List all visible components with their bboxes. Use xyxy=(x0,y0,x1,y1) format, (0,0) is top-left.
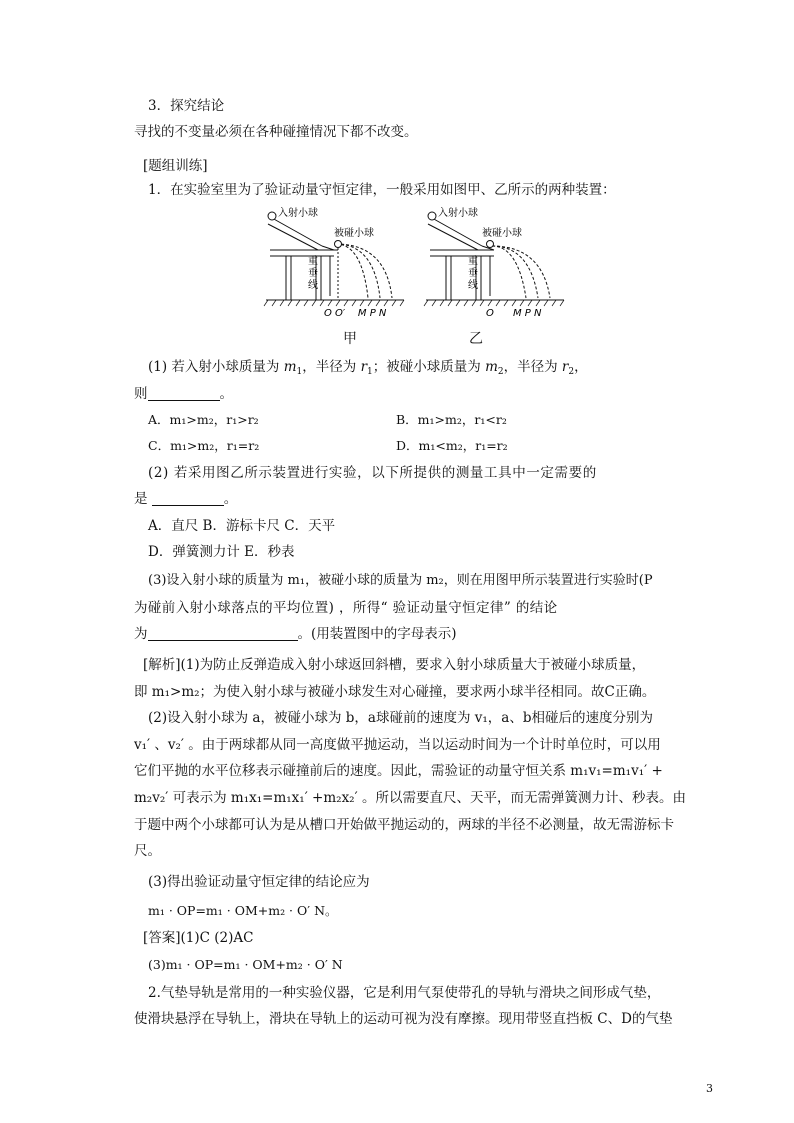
label-points-yi: O M P N xyxy=(486,308,542,318)
page-number: 3 xyxy=(706,1082,713,1095)
label-points-jia: O O′ M P N xyxy=(324,308,387,318)
tools-line-1: A．直尺 B．游标卡尺 C．天平 xyxy=(148,518,336,534)
label-plumb-2: 垂 xyxy=(308,268,318,279)
training-header: [题组训练] xyxy=(143,158,208,174)
option-d: D．m₁<m₂，r₁=r₂ xyxy=(396,438,508,453)
label-incident-ball: 入射小球 xyxy=(278,208,318,219)
answer-blank-1[interactable] xyxy=(148,386,220,401)
answer-blank-3[interactable] xyxy=(148,626,298,641)
tools-line-2: D．弹簧测力计 E．秒表 xyxy=(148,544,295,560)
analysis-line-2: 即 m₁>m₂；为使入射小球与被碰小球发生对心碰撞，要求两小球半径相同。故C正确。 xyxy=(134,684,656,700)
q1-part2-line2: 是 。 xyxy=(134,491,238,507)
analysis-line-9: (3)得出验证动量守恒定律的结论应为 xyxy=(148,874,370,890)
option-a: A．m₁>m₂，r₁>r₂ xyxy=(148,412,259,427)
q1-part3-line1: (3)设入射小球的质量为 m₁，被碰小球的质量为 m₂，则在用图甲所示装置进行实验时(P xyxy=(148,573,653,588)
label-plumb-1: 重 xyxy=(308,256,318,267)
analysis-line-4: v₁′ 、v₂′ 。由于两球都从同一高度做平抛运动，当以运动时间为一个计时单位时，可以用 xyxy=(134,737,661,753)
answer-blank-2[interactable] xyxy=(152,491,224,506)
section-conclusion: 寻找的不变量必须在各种碰撞情况下都不改变。 xyxy=(134,124,418,140)
q1-part2-line1: (2) 若采用图乙所示装置进行实验，以下所提供的测量工具中一定需要的 xyxy=(148,465,597,481)
figure-yi-caption: 乙 xyxy=(469,331,483,347)
analysis-line-10: m₁ · OP=m₁ · OM+m₂ · O′ N。 xyxy=(148,903,338,918)
figure-yi xyxy=(422,204,570,318)
q1-part3-line3: 为 。(用装置图中的字母表示) xyxy=(134,626,457,642)
answer-line-1: [答案](1)C (2)AC xyxy=(143,930,254,946)
q1-part1-line2: 则 。 xyxy=(134,386,233,402)
option-b: B．m₁>m₂，r₁<r₂ xyxy=(396,412,507,427)
figure-jia-caption: 甲 xyxy=(343,331,357,347)
analysis-line-6: m₂v₂′ 可表示为 m₁x₁=m₁x₁′ +m₂x₂′ 。所以需要直尺、天平，而无需弹簧测力计、秒表。由 xyxy=(134,790,686,806)
figure-jia xyxy=(262,204,410,318)
label-plumb-3: 线 xyxy=(308,280,318,291)
option-c: C．m₁>m₂，r₁=r₂ xyxy=(148,438,260,453)
label-incident-ball-yi: 入射小球 xyxy=(438,208,478,219)
analysis-line-8: 尺。 xyxy=(134,843,161,859)
label-plumb-yi-1: 重 xyxy=(468,256,478,267)
question-2-line-2: 使滑块悬浮在导轨上，滑块在导轨上的运动可视为没有摩擦。现用带竖直挡板 C、D的气垫 xyxy=(134,1011,673,1027)
label-target-ball-yi: 被碰小球 xyxy=(482,228,522,239)
analysis-line-7: 于题中两个小球都可认为是从槽口开始做平抛运动的，两球的半径不必测量，故无需游标卡 xyxy=(134,817,674,833)
label-plumb-yi-3: 线 xyxy=(468,280,478,291)
label-target-ball: 被碰小球 xyxy=(334,228,374,239)
answer-line-2: (3)m₁ · OP=m₁ · OM+m₂ · O′ N xyxy=(148,957,343,972)
q1-part1-line1: (1) 若入射小球质量为 $m_1$，半径为 $r_1$；被碰小球质量为 $m_2$，半径为 $r_2$， xyxy=(148,359,588,377)
section-heading: 3．探究结论 xyxy=(148,98,225,114)
q1-part3-line2: 为碰前入射小球落点的平均位置) ，所得“ 验证动量守恒定律” 的结论 xyxy=(134,600,558,616)
question-2-line-1: 2.气垫导轨是常用的一种实验仪器，它是利用气泵使带孔的导轨与滑块之间形成气垫， xyxy=(148,985,661,1001)
analysis-line-5: 它们平抛的水平位移表示碰撞前后的速度。因此，需验证的动量守恒关系 m₁v₁=m₁v₁′ + xyxy=(134,763,663,779)
analysis-line-1: [解析](1)为防止反弹造成入射小球返回斜槽，要求入射小球质量大于被碰小球质量， xyxy=(143,657,646,673)
label-plumb-yi-2: 垂 xyxy=(468,268,478,279)
analysis-line-3: (2)设入射小球为 a，被碰小球为 b，a球碰前的速度为 v₁，a、b相碰后的速度分别为 xyxy=(148,710,653,726)
question-1-stem: 1．在实验室里为了验证动量守恒定律，一般采用如图甲、乙所示的两种装置： xyxy=(148,182,616,198)
